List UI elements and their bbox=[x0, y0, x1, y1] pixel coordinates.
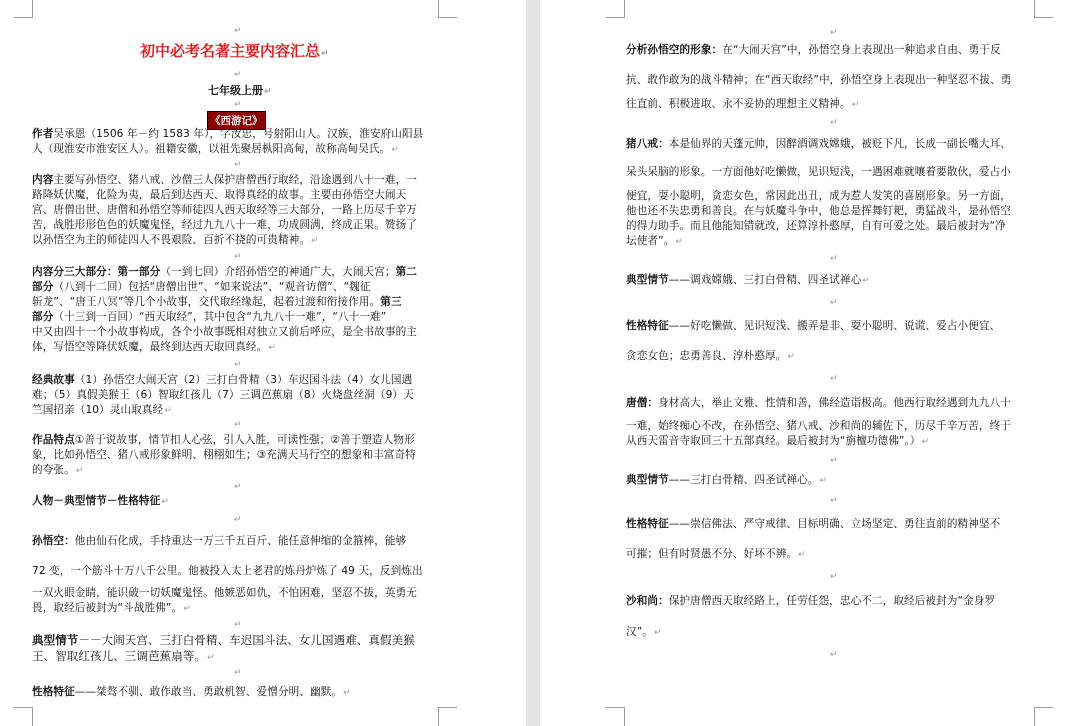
paragraph-mark bbox=[830, 118, 838, 128]
corner-mark-bottom-right bbox=[1034, 707, 1053, 726]
text-line: 可摧；但有时贤愚不分、好坏不辨。↵ bbox=[626, 548, 806, 562]
text-line: 部分（八到十二回）包括“唐僧出世”、“如来说法”、“观音访僧”、“魏征 bbox=[32, 281, 371, 293]
text-line: 孙悟空：他由仙石化成，手持重达一万三千五百斤、能任意伸缩的金箍棒，能够 bbox=[32, 535, 407, 547]
text-line: 唐僧：身材高大，举止文雅、性情和善，佛经造诣极高。他西行取经遇到九九八十 bbox=[626, 397, 1011, 409]
document-title: 初中必考名著主要内容汇总↵ bbox=[140, 40, 329, 61]
corner-mark-top-left bbox=[606, 0, 625, 18]
paragraph-mark bbox=[234, 160, 242, 170]
book-title-highlight: 《西游记》 bbox=[208, 112, 265, 129]
text-line: 往直前、积极进取、永不妥协的理想主义精神。↵ bbox=[626, 98, 859, 112]
paragraph-mark bbox=[830, 374, 838, 384]
text-line: 作品特点①善于说故事，情节扣人心弦，引人入胜，可读性强；②善于塑造人物形 bbox=[32, 434, 415, 446]
text-line: 他也还不失忠勇和善良。在与妖魔斗争中，他总是挥舞钉耙，勇猛战斗，是孙悟空 bbox=[626, 205, 1011, 217]
text-line: 斩龙”、“唐王八冥”等几个小故事，交代取经缘起，起着过渡和衔接作用。第三 bbox=[32, 296, 402, 308]
text-line: 典型情节——调戏嫦娥、三打白骨精、四圣试禅心↵ bbox=[626, 274, 870, 288]
paragraph-mark bbox=[830, 28, 838, 38]
paragraph-mark bbox=[234, 70, 242, 80]
text-line: 从西天雷音寺取回三十五部真经。最后被封为“旃檀功德佛”。）↵ bbox=[626, 435, 929, 449]
text-line: 分析孙悟空的形象：在“大闹天宫”中，孙悟空身上表现出一种追求自由、勇于反 bbox=[626, 44, 1001, 56]
corner-mark-top-right bbox=[1034, 0, 1053, 18]
text-line: 沙和尚：保护唐僧西天取经路上，任劳任怨，忠心不二，取经后被封为“金身罗 bbox=[626, 595, 996, 607]
corner-mark-top-right bbox=[438, 0, 457, 18]
text-line: 抗、敢作敢为的战斗精神；在“西天取经”中，孙悟空身上表现出一种坚忍不拔、勇 bbox=[626, 74, 1012, 86]
paragraph-mark bbox=[234, 420, 242, 430]
corner-mark-bottom-left bbox=[14, 707, 33, 726]
corner-mark-bottom-left bbox=[606, 707, 625, 726]
text-line: 猪八戒：本是仙界的天蓬元帅，因醉酒调戏嫦娥，被贬下凡，长成一副长嘴大耳、 bbox=[626, 138, 1011, 150]
paragraph-mark bbox=[234, 26, 242, 36]
text-line: 的夸张。↵ bbox=[32, 464, 83, 478]
paragraph-mark bbox=[234, 482, 242, 492]
text-line: 竺国招亲（10）灵山取真经↵ bbox=[32, 404, 172, 418]
document-page-right bbox=[540, 0, 1080, 726]
text-line: 作者吴承恩（1506 年－约 1583 年），字汝忠，号射阳山人。汉族，淮安府山阳县 bbox=[32, 128, 424, 140]
page-gutter bbox=[526, 0, 540, 726]
paragraph-mark bbox=[830, 456, 838, 466]
paragraph-mark bbox=[830, 298, 838, 308]
text-line: 经典故事（1）孙悟空大闹天宫（2）三打白骨精（3）车迟国斗法（4）女儿国遇 bbox=[32, 374, 413, 386]
text-line: 典型情节——三打白骨精、四圣试禅心。↵ bbox=[626, 474, 827, 488]
corner-mark-top-left bbox=[14, 0, 33, 18]
text-line: 的得力助手。而且他能知错就改，还算淳朴憨厚，自有可爱之处。最后被封为“净 bbox=[626, 220, 1006, 232]
text-line: 性格特征——好吃懒做、见识短浅、搬弄是非、耍小聪明、说谎、爱占小便宜、 bbox=[626, 320, 1001, 332]
paragraph-mark bbox=[234, 620, 242, 630]
text-line: 性格特征——桀骜不驯、敢作敢当、勇敢机智、爱憎分明、幽默。↵ bbox=[32, 686, 351, 700]
text-line: 象，比如孙悟空、猪八戒形象鲜明、栩栩如生；③充满天马行空的想象和丰富奇特 bbox=[32, 449, 416, 461]
text-line: 部分（十三到一百回）“西天取经”，其中包含“九九八十一难”，“八十一难” bbox=[32, 311, 387, 323]
section-heading: 人物－典型情节－性格特征↵ bbox=[32, 495, 169, 509]
text-line: 坛使者”。↵ bbox=[626, 235, 683, 249]
paragraph-mark bbox=[234, 252, 242, 262]
text-line: 一双火眼金睛，能识破一切妖魔鬼怪。他嫉恶如仇，不怕困难，坚忍不拔，英勇无 bbox=[32, 587, 417, 599]
paragraph-mark bbox=[830, 496, 838, 506]
text-line: 路降妖伏魔，化险为夷，最后到达西天、取得真经的故事。主要由孙悟空大闹天 bbox=[32, 189, 407, 201]
text-line: 人（现淮安市淮安区人）。祖籍安徽，以祖先聚居枞阳高甸，故称高甸吴氏。↵ bbox=[32, 143, 399, 157]
text-line: 一难，始终痴心不改，在孙悟空、猪八戒、沙和尚的辅佐下，历尽千辛万苦，终于 bbox=[626, 420, 1011, 432]
paragraph-mark bbox=[234, 100, 242, 110]
corner-mark-bottom-right bbox=[438, 707, 457, 726]
document-page-left bbox=[0, 0, 526, 726]
text-line: 呆头呆脑的形象。一方面他好吃懒做，见识短浅，一遇困难就嚷着要散伙，爱占小 bbox=[626, 166, 1011, 178]
text-line: 体，写悟空等降伏妖魔，最终到达西天取回真经。↵ bbox=[32, 341, 276, 355]
text-line: 以孙悟空为主的师徒四人不畏艰险、百折不挠的可贵精神。↵ bbox=[32, 234, 319, 248]
paragraph-mark bbox=[234, 515, 242, 525]
text-line: 便宜，耍小聪明，贪恋女色，常因此出丑，成为惹人发笑的喜剧形象。另一方面， bbox=[626, 190, 1011, 202]
text-line: 难；（5）真假美猴王（6）智取红孩儿（7）三调芭蕉扇（8）火烧盘丝洞（9）天 bbox=[32, 389, 414, 401]
text-line: 内容主要写孙悟空、猪八戒、沙僧三人保护唐僧西行取经，沿途遇到八十一难，一 bbox=[32, 174, 417, 186]
text-line: 汉”。↵ bbox=[626, 626, 662, 640]
grade-heading: 七年级上册↵ bbox=[208, 82, 272, 98]
paragraph-mark bbox=[830, 572, 838, 582]
text-line: 畏，取经后被封为“斗战胜佛”。↵ bbox=[32, 602, 191, 616]
text-line: 性格特征——崇信佛法、严守戒律、目标明确、立场坚定、勇往直前的精神坚不 bbox=[626, 518, 1001, 530]
paragraph-mark bbox=[234, 360, 242, 370]
paragraph-mark bbox=[830, 650, 838, 660]
text-line: 内容分三大部分：第一部分（一到七回）介绍孙悟空的神通广大，大闹天宫；第二 bbox=[32, 266, 417, 278]
text-line: 苦，战胜形形色色的妖魔鬼怪，经过九九八十一难，功成圆满，终成正果。赞扬了 bbox=[32, 219, 417, 231]
text-line: 典型情节－－大闹天宫、三打白骨精、车迟国斗法、女儿国遇难、真假美猴 bbox=[32, 633, 415, 647]
text-line: 宫、唐僧出世、唐僧和孙悟空等师徒四人西天取经等三大部分，一路上历尽千辛万 bbox=[32, 204, 417, 216]
text-line: 王、智取红孩儿、三调芭蕉扇等。↵ bbox=[32, 650, 215, 665]
text-line: 贪恋女色；忠勇善良、淳朴憨厚。↵ bbox=[626, 350, 795, 364]
text-line: 72 变，一个筋斗十万八千公里。他被投入太上老君的炼丹炉炼了 49 天，反到炼出 bbox=[32, 565, 423, 577]
paragraph-mark bbox=[830, 254, 838, 264]
paragraph-mark bbox=[234, 668, 242, 678]
text-line: 中又由四十一个小故事构成，各个小故事既相对独立又前后呼应，是全书故事的主 bbox=[32, 326, 417, 338]
